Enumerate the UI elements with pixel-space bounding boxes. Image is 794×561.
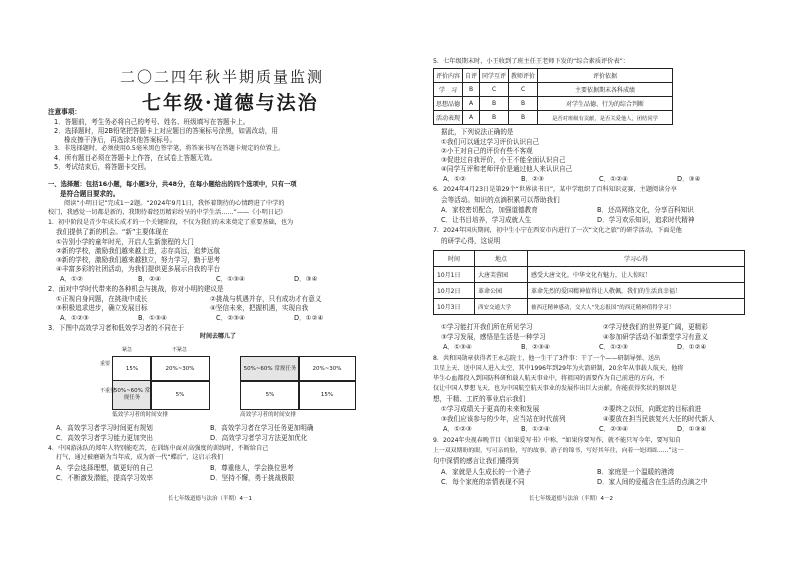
table-cell: A [463,111,480,125]
q3-option: C．高效学习者学习能力更加突出 [56,434,153,442]
question-2: 2．面对中学时代带来的各种机会与挑战，你对小明的建议是 [48,285,224,293]
chart-cell: 5% [150,380,210,410]
q4-option: B．尊重他人，学会换位思考 [210,464,294,472]
table-header: 评价依据 [538,69,673,83]
q8-option: C．②③④ [599,425,628,433]
q1-option: D．③④ [294,275,318,283]
table-cell: B [509,111,538,125]
chart-right-title: 高效学习者的时间安排 [240,412,296,418]
q1-option: B．②④ [138,275,161,283]
table-cell: 10月3日 [434,299,475,315]
table-header: 评价内容 [434,69,463,83]
q8-item: ③我们应该参与的少年，应当站在时代前列 [441,415,566,423]
question-1: 我们提供了新的机会。“新”主要体现在 [56,228,169,236]
question-8: 8．共和国勋章获得者王永志院士，他一生干了3件事：干了一个——研制导弹、送出 [433,355,661,362]
q6-option: A．家校密切配合，加强道德教育 [441,206,538,214]
q2-item: ③积极追求进步，确立发展目标 [56,304,148,312]
q5-item: ③促进过自我评价，小王不能全面认识自己 [441,156,566,164]
table-cell: B [463,83,480,97]
notice-item: 3．非选择题时，必须使用0.5毫米黑色签字笔，将答案书写在答题卡规定的位置上。 [54,145,285,152]
chart-cell: 15% [298,380,356,410]
table-cell: B [480,111,509,125]
q2-option: D．①②④ [294,314,324,322]
q8-option: D．①③④ [677,425,707,433]
q8-item: ④要放在担当民族复兴大任的时代新人 [603,415,715,423]
question-7: 7．2024年国庆期间，初中生小宁在西安市内进行了一次“文化之旅”的研学活动，下面是他 [433,227,682,234]
q4-option: D．坚持不懈，勇于挑战极限 [210,474,295,482]
q8-item: ①学习成绩关于更高的未来和发展 [441,405,540,413]
question-6: 6．2024年4月23日是第29个“世界读书日”，某中学组织了百科知识竞赛，主题阅读分享 [433,186,677,193]
q7-item: ④参加研学活动不如课堂学习有意义 [603,333,708,341]
q5-item: ②小王对自己的评价有些不客观 [441,147,533,155]
axis-label: 紧急 [122,347,133,353]
q7-item: ③学习发展，感悟是生活是一种学习 [441,333,546,341]
question-5: 5．七年级期末时，小王收到了班主任王老师下发的“综合素质评价表”： [433,58,629,65]
question-7: 的研学心得，这说明 [441,237,501,245]
table-cell: C [509,83,538,97]
table-cell: C [480,83,509,97]
table-cell: 感受大唐文化，中华文化有魅力，让人惊叹！ [528,267,745,283]
q1-item: ③新的学校，激励我们越来越独立，努力学习，勤于思考 [56,256,221,264]
notice-item: 橡皮擦干净后，再选涂其他答案标号。 [64,136,177,144]
question-8: 毕生心血都投入到国防科研和载人航天事业中，将祖国的需要作为自己前进的方向，不 [433,375,665,382]
axis-label: 不紧急 [172,347,188,353]
question-1: 1．初中阶段是青少年成长成才的一个关键阶段，不仅为我们的未来奠定了重要基础，也为 [48,219,294,226]
q7-option: C．①②③ [599,343,628,351]
table-cell: 革命公园 [475,283,528,299]
reading-text: 校门，我感觉一切都是新的，我期待着经历精彩纷呈的中学生活……”——《小明日记》 [48,209,287,216]
chart-caption: 时间去哪儿了 [200,333,237,340]
section-heading: 是符合题目要求的。 [60,190,120,198]
table-cell: 是否对班级有贡献，是否关爱他人，团结同学 [538,111,673,125]
q5-option: A．①② [443,175,466,183]
table-cell: A [463,97,480,111]
notice-item: 5．考试结束后，将答题卡交回。 [54,163,151,171]
chart-cell: 50%~60% 常规任务 [240,356,300,382]
question-4: 打气，通过被磨砺为当年成，成为新一代“蝶后”，这启示我们 [56,454,224,461]
q3-option: B．高效学习者在学习任务更加明确 [210,424,314,432]
q1-option: A．①② [60,275,83,283]
q8-option: A．①②③ [443,425,472,433]
question-9: 9．2024年央视春晚节目《如果爱写书》中称，“如果你要写作，就不能只写今年，要写知自 [433,437,682,444]
table-cell: 10月2日 [434,283,475,299]
table-cell: 西安交通大学 [475,299,528,315]
chart-left-title: 低效学习者的时间安排 [112,412,168,418]
table-header: 同学互评 [480,69,509,83]
question-9: 句中深情的感言让我们懂得到 [433,457,519,465]
q6-option: B．还高网络文化，分享百科知识 [597,206,694,214]
table-cell: 10月1日 [434,267,475,283]
section-heading: 一、选择题：包括16小题，每小题3分，共48分，在每小题给出的四个选项中，只有一项 [48,181,297,188]
q1-item: ②新的学校，激励我们越来越上进，志存高远，追梦远航 [56,247,221,255]
q7-option: D．①②④ [677,343,707,351]
q9-option: C．每个家庭的亲情表现不同 [441,478,525,486]
table-header: 学习心得 [528,251,745,267]
reading-text: 阅读“小明日记”完成1～2题。“2024年9月1日，我怀着期待的心情跨进了中学的 [64,200,285,207]
table-cell: 对学生品德、行为的综合判断 [538,97,673,111]
time-quadrant-chart [100,342,360,417]
q2-option: A．①②③ [60,314,89,322]
axis-label: 重要 [100,361,111,367]
table-cell: 大唐芙蓉园 [475,267,528,283]
q7-option: A．①③④ [443,343,472,351]
evaluation-table [433,68,673,125]
notice-item: 1．答题前，考生务必将自己的考号、姓名、班级填写在答题卡上。 [54,118,250,126]
q5-option: D．③④ [677,175,701,183]
exam-page-right [397,0,794,561]
q9-option: B．家庭是一个温暖的港湾 [597,468,675,476]
notice-item: 4．所有题目必须在答题卡上作答，在试卷上答题无效。 [54,154,217,162]
q9-option: A．家就是人生成长的一个港子 [441,468,532,476]
q1-item: ④丰富多彩的社团活动，为我们提供更多展示自我的平台 [56,265,221,273]
q5-item: ①我们可以通过学习评价认识自己 [441,138,540,146]
chart-cell: 20%~30% [298,356,356,382]
table-cell: 活动表现 [434,111,463,125]
table-cell: B [509,97,538,111]
question-8: 想，干精、工匠的事业启示我们 [433,395,526,403]
question-4: 4．中国游泳队的郑年人特别能吃苦，在训练中面对高强度的训练时，不断给自己 [48,445,269,452]
table-cell: 学 习 [434,83,463,97]
q7-item: ①学习能打开我们所在所见学习 [441,323,533,331]
axis-label: 不重要 [100,388,116,394]
q2-item: ④坚信未来，把握机遇，实现自我 [210,304,309,312]
exam-title: 二〇二四年秋半期质量监测 [120,68,325,86]
table-cell: 思想品德 [434,97,463,111]
table-header: 时间 [434,251,475,267]
table-header: 教师评价 [509,69,538,83]
study-notes-table [433,250,745,315]
question-8: 卫星上天、送中国人进入太空，其中1996年到29年为火箭研制，20余年从事载人航天，他将 [433,365,684,372]
q4-option: C．不断激发潜能，提高学习效率 [56,474,153,482]
q8-item: ②要终之以恒，向既定的目标前进 [603,405,702,413]
q2-item: ②挑战与机遇并存，只有成功才有意义 [210,295,322,303]
q7-item: ②学习使我们的世界更广阔，更精彩 [603,323,708,331]
q2-option: B．①③④ [138,314,167,322]
q7-option: B．②③④ [521,343,550,351]
question-9: 上一双双期盼的眼，写可亲的脸，写的故事，游子的锦书，写好其年往，向着一处团圆……”这一 [433,448,684,454]
page-footer: 长七年级道德与法治（半期）4－1 [168,496,252,502]
table-cell: B [480,97,509,111]
exam-subject: 七年级·道德与法治 [142,92,319,114]
chart-cell: 15% [112,356,152,382]
chart-cell: 5% [240,380,300,410]
q2-option: C．②③④ [216,314,245,322]
page-footer: 长七年级道德与法治（半期）4－2 [529,496,613,502]
table-cell: 被西迁精神感动，交大人“先忘报国”的西迁精神值得学习！ [528,299,745,315]
table-cell: 主要依据期末各科成绩 [538,83,673,97]
q9-option: D．家人间的爱蕴含在生活的点滴之中 [597,478,708,486]
question-3: 3．下图中高效学习者和低效学习者的不同在于 [48,324,185,332]
notice-heading: 注意事项： [48,108,81,116]
chart-cell: 50%~60% 常规任务 [112,380,152,410]
question-6: 会等活动。知识的点滴积累可以帮助我们 [441,196,560,204]
q1-item: ①告别小学的童年时光，开启人生新旅程的大门 [56,238,194,246]
q1-option: C．①③④ [216,275,245,283]
q8-option: B．①②④ [521,425,550,433]
question-5: 据此，下列说法正确的是 [441,128,514,136]
q5-option: C．①②④ [599,175,628,183]
table-cell: 革命先烈的爱国精神值得让人敬佩，我们的生活真幸福！ [528,283,745,299]
notice-item: 2．选择题时，用2B铅笔把答题卡上对应题目的答案标号涂黑，如需改动，用 [54,127,278,135]
q6-option: C．让书目培养，学习成就人生 [441,216,532,224]
question-8: 仅让中国人梦想飞天，也为中国航空航天事业的发展作出巨大贡献。你能获得奖状的原因是 [433,385,677,392]
table-header: 自评 [463,69,480,83]
q3-option: A．高效学习者学习时间更有规划 [56,424,153,432]
q3-option: D．高效学习者学习方法更加优化 [210,434,308,442]
q4-option: A．学会选择理想，做更好的自己 [56,464,153,472]
q5-item: ④同学互评和老师评价是通过他人来认识自己 [441,165,573,173]
q6-option: D．学习欢乐知识，追求时代精神 [597,216,695,224]
q5-option: B．②③ [521,175,544,183]
table-header: 地点 [475,251,528,267]
chart-cell: 20%~30% [150,356,210,382]
q2-item: ①正视自身问题，在挑战中成长 [56,295,148,303]
